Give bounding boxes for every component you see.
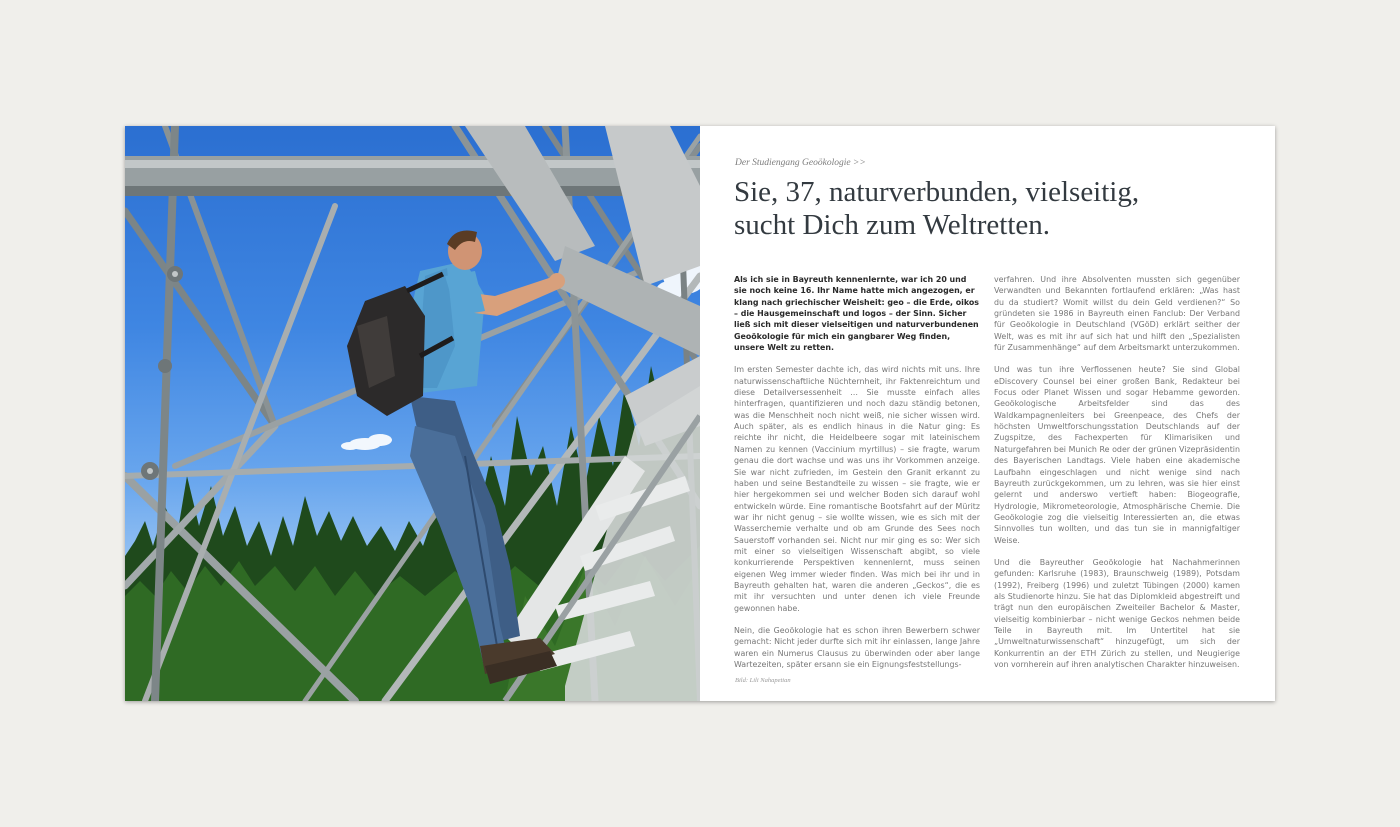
headline-line-1: Sie, 37, naturverbunden, vielseitig, <box>734 176 1140 208</box>
magazine-spread <box>125 126 1275 701</box>
lead-paragraph: Als ich sie in Bayreuth kennenlernte, war ich 20 und sie noch keine 16. Ihr Name hatte mich angezogen, er klang nach griechischer Weisheit: geo – die Erde, oikos – die Hausgemeinschaft und logos – der Sinn. Sicher ließ sich mit dieser vielseitigen und naturverbundenen Geoökologie für mich ein gangbarer Weg finden, unsere Welt zu retten. <box>734 275 979 353</box>
tower-climber-photo <box>125 126 700 701</box>
headline-line-2: sucht Dich zum Weltretten. <box>734 209 1051 241</box>
body-paragraph: Nein, die Geoökologie hat es schon ihren Bewerbern schwer gemacht: Nicht jeder durfte sich mit ihr einlassen, lange Jahre waren ein Numerus Clausus zu überwinden oder aber lange Wartezeiten, später ersann sie ein Eignungsfeststellungs- <box>734 625 980 669</box>
photo-credit: Bild: Lili Nahapetian <box>735 677 791 684</box>
text-column-right <box>994 274 1240 681</box>
headline <box>734 176 1254 242</box>
body-paragraph: Und die Bayreuther Geoökologie hat Nachahmerinnen gefunden: Karlsruhe (1983), Braunschweig (1989), Potsdam (1992), Freiberg (1996) und zuletzt Tübingen (2000) kamen als Studienorte hinzu. Sie hat das Diplomkleid abgestreift und trägt nun den europäischen Zweiteiler Bachelor & Master, vielseitig kombinierbar – nicht wenige Geckos nehmen beide Teile in Bayreuth mit. Im Untertitel hat sie „Umweltnaturwissenschaft“ hinzugefügt, um sich der Konkurrentin an der ETH Zürich zu stellen, und Neugierige von vornherein auf ihren analytischen Charakter hinzuweisen. <box>994 557 1240 669</box>
section-kicker: Der Studiengang Geoökologie >> <box>735 158 866 168</box>
photo-page <box>125 126 700 701</box>
body-paragraph: Im ersten Semester dachte ich, das wird nichts mit uns. Ihre naturwissenschaftliche Nüchternheit, ihr Faktenreichtum und diese Detailversessenheit … Sie musste einfach alles hinterfragen, quantifizieren und noch dazu ständig betonen, was die Menschheit noch nicht weiß, nie sicher wissen wird. Auch später, als es endlich hinaus in die Natur ging: Es reichte ihr nicht, die Heidelbeere sogar mit lateinischem Namen zu kennen (Vaccinium myrtillus) – sie fragte, warum genau die dort wachse und was uns ihr Vorkommen anzeige. Sie war nicht zufrieden, im Gestein den Granit erkannt zu haben und seine Bestandteile zu wissen – sie fragte, wie er hier hergekommen sei und welcher Boden sich darauf wohl entwickeln würde. Eine romantische Bootsfahrt auf der Müritz war ihr nicht genug – sie wollte wissen, wie es sich mit der Wasserchemie verhalte und ob am Grunde des Sees noch Sauerstoff vorhanden sei. Nicht nur mir ging es so: Wer sich mit einer so vielseitigen Wissenschaft abgibt, so viele konkurrierende Perspektiven kennenlernt, muss seinen eigenen Weg immer wieder finden. Was mich bei ihr und in Bayreuth gehalten hat, waren die anderen „Geckos“, die es mit ihr versuchten und unter denen ich viele Freunde gewonnen habe. <box>734 365 980 613</box>
body-paragraph: verfahren. Und ihre Absolventen mussten sich gegenüber Verwandten und Bekannten fortlaufend erklären: „Was hast du da studiert? Womit willst du dein Geld verdienen?“ So gründeten sie 1986 in Bayreuth einen Fanclub: Der Verband für Geoökologie in Deutschland (VGöD) erklärt seither der Welt, was es mit ihr auf sich hat und hilft den „Spezialisten für Zusammenhänge“ auf dem Arbeitsmarkt unterzukommen. <box>994 275 1240 353</box>
text-column-left <box>734 274 980 681</box>
text-page <box>700 126 1275 701</box>
body-paragraph: Und was tun ihre Verflossenen heute? Sie sind Global eDiscovery Counsel bei einer großen Bank, Redakteur bei Focus oder Planet Wissen und sogar Hebamme geworden. Geoökologische Arbeitsfelder sind das des Waldkampagnenleiters bei Greenpeace, des Chefs der höchsten Umweltforschungsstation Deutschlands auf der Zugspitze, des Fachexperten für Klimarisiken und Naturgefahren bei Munich Re oder der grünen Vizepräsidentin des Bayerischen Landtags. Viele haben eine akademische Laufbahn eingeschlagen und nicht wenige sind nach Bayreuth zurückgekommen, um zu lehren, was sie hier einst gelernt und anderswo vertieft haben: Biogeografie, Hydrologie, Mikrometeorologie, Atmosphärische Chemie. Die Geoökologie zog die vielseitig Interessierten an, die etwas Sinnvolles tun wollten, und das tun sie in mannigfaltiger Weise. <box>994 365 1240 545</box>
